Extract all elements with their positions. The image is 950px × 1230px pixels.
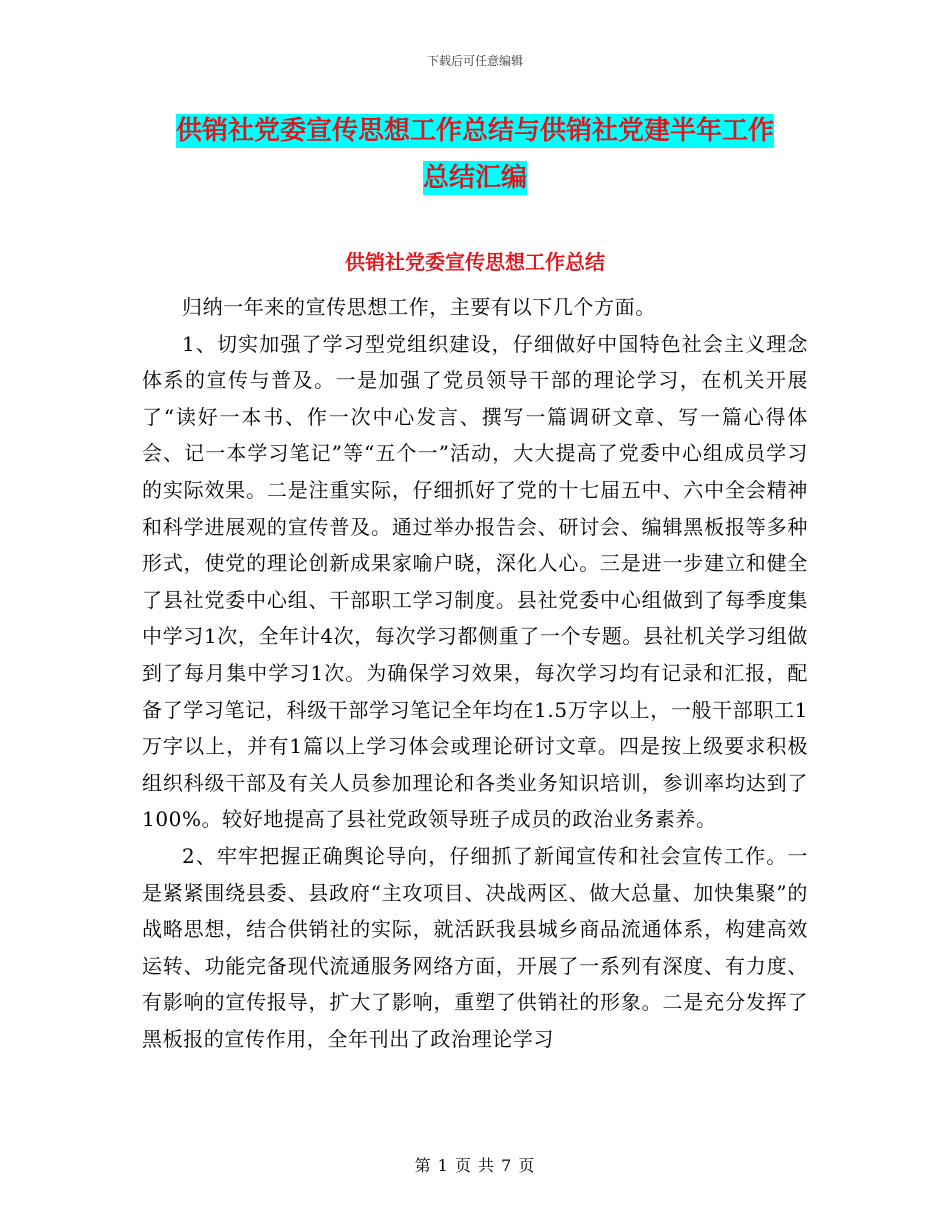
document-title <box>140 108 810 202</box>
section-title: 供销社党委宣传思想工作总结 <box>345 250 605 274</box>
body-text <box>142 289 808 1057</box>
paragraph-2: 2、牢牢把握正确舆论导向，仔细抓了新闻宣传和社会宣传工作。一是紧紧围绕县委、县政府“主攻项目、决战两区、做大总量、加快集聚”的战略思想，结合供销社的实际，就活跃我县城乡商品流通体系，构建高效运转、功能完备现代流通服务网络方面，开展了一系列有深度、有力度、有影响的宣传报导，扩大了影响，重塑了供销社的形象。二是充分发挥了黑板报的宣传作用，全年刊出了政治理论学习 <box>142 843 808 1051</box>
page-number-footer: 第 1 页 共 7 页 <box>414 1156 536 1175</box>
header-note: 下载后可任意编辑 <box>426 54 523 68</box>
document-title-line-2: 总结汇编 <box>422 163 527 193</box>
document-title-line-1: 供销社党委宣传思想工作总结与供销社党建半年工作 <box>175 116 774 146</box>
paragraph-intro: 归纳一年来的宣传思想工作，主要有以下几个方面。 <box>182 295 656 319</box>
paragraph-1: 1、切实加强了学习型党组织建设，仔细做好中国特色社会主义理念体系的宣传与普及。一是加强了党员领导干部的理论学习，在机关开展了“读好一本书、作一次中心发言、撰写一篇调研文章、写一篇心得体会、记一本学习笔记”等“五个一”活动，大大提高了党委中心组成员学习的实际效果。二是注重实际，仔细抓好了党的十七届五中、六中全会精神和科学进展观的宣传普及。通过举办报告会、研讨会、编辑黑板报等多种形式，使党的理论创新成果家喻户晓，深化人心。三是进一步建立和健全了县社党委中心组、干部职工学习制度。县社党委中心组做到了每季度集中学习1次，全年计4次，每次学习都侧重了一个专题。县社机关学习组做到了每月集中学习1次。为确保学习效果，每次学习均有记录和汇报，配备了学习笔记，科级干部学习笔记全年均在1.5万字以上，一般干部职工1万字以上，并有1篇以上学习体会或理论研讨文章。四是按上级要求积极组织科级干部及有关人员参加理论和各类业务知识培训，参训率均达到了100%。较好地提高了县社党政领导班子成员的政治业务素养。 <box>142 331 808 832</box>
